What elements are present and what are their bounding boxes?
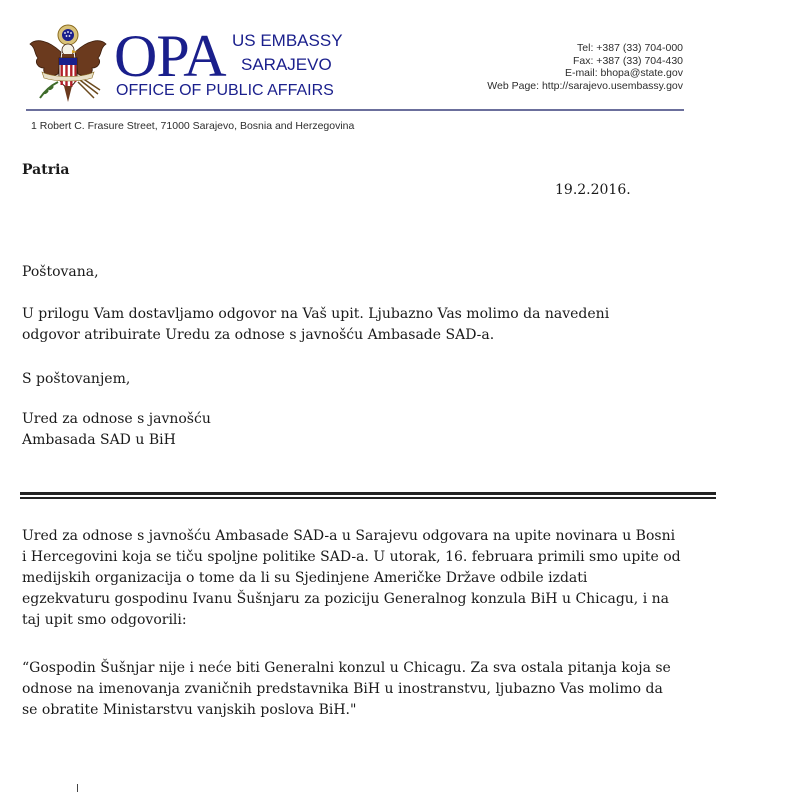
recipient-name: Patria	[22, 162, 70, 178]
intro-line: odgovor atribuirate Uredu za odnose s javnošću Ambasade SAD-a.	[22, 327, 495, 343]
quote-line: odnose na imenovanja zvaničnih predstavnika BiH u inostranstvu, ljubazno Vas molimo da	[22, 681, 663, 697]
us-great-seal-eagle-icon	[28, 22, 108, 106]
salutation: Poštovana,	[22, 264, 99, 280]
statement-paragraph	[22, 526, 752, 631]
letter-date: 19.2.2016.	[555, 182, 631, 198]
opa-logo-text: OPA	[114, 23, 226, 89]
signature-block	[22, 409, 211, 451]
quoted-response	[22, 658, 742, 721]
section-divider	[20, 492, 716, 500]
statement-line: egzekvaturu gospodinu Ivanu Šušnjaru za poziciju Generalnog konzula BiH u Chicagu, i na	[22, 591, 670, 607]
closing: S poštovanjem,	[22, 371, 131, 387]
signature-line: Ambasada SAD u BiH	[22, 432, 176, 448]
quote-line: se obratite Ministarstvu vanjskih poslova BiH."	[22, 702, 357, 718]
office-name: OFFICE OF PUBLIC AFFAIRS	[116, 82, 334, 99]
contact-block	[487, 42, 683, 92]
signature-line: Ured za odnose s javnošću	[22, 411, 211, 427]
statement-line: Ured za odnose s javnošću Ambasade SAD-a u Sarajevu odgovara na upite novinara u Bosni	[22, 528, 676, 544]
statement-line: i Hercegovini koja se tiču spoljne politike SAD-a. U utorak, 16. februara primili smo upite od	[22, 549, 681, 565]
page-margin-mark	[77, 784, 78, 792]
intro-line: U prilogu Vam dostavljamo odgovor na Vaš upit. Ljubazno Vas molimo da navedeni	[22, 306, 610, 322]
statement-line: medijskih organizacija o tome da li su Sjedinjene Američke Države odbile izdati	[22, 570, 588, 586]
contact-tel: Tel: +387 (33) 704-000	[577, 42, 683, 54]
contact-email[interactable]: E-mail: bhopa@state.gov	[564, 67, 683, 79]
contact-fax: Fax: +387 (33) 704-430	[572, 54, 683, 67]
quote-line: “Gospodin Šušnjar nije i neće biti Generalni konzul u Chicagu. Za sva ostala pitanja koja se	[22, 660, 671, 676]
statement-line: taj upit smo odgovorili:	[22, 612, 187, 628]
embassy-name-line2: SARAJEVO	[241, 55, 332, 74]
letterhead-divider	[26, 109, 684, 111]
contact-web[interactable]: Web Page: http://sarajevo.usembassy.gov	[487, 79, 683, 92]
intro-paragraph	[22, 304, 722, 346]
embassy-address: 1 Robert C. Frasure Street, 71000 Sarajevo, Bosnia and Herzegovina	[31, 120, 355, 132]
embassy-name-line1: US EMBASSY	[232, 31, 343, 50]
